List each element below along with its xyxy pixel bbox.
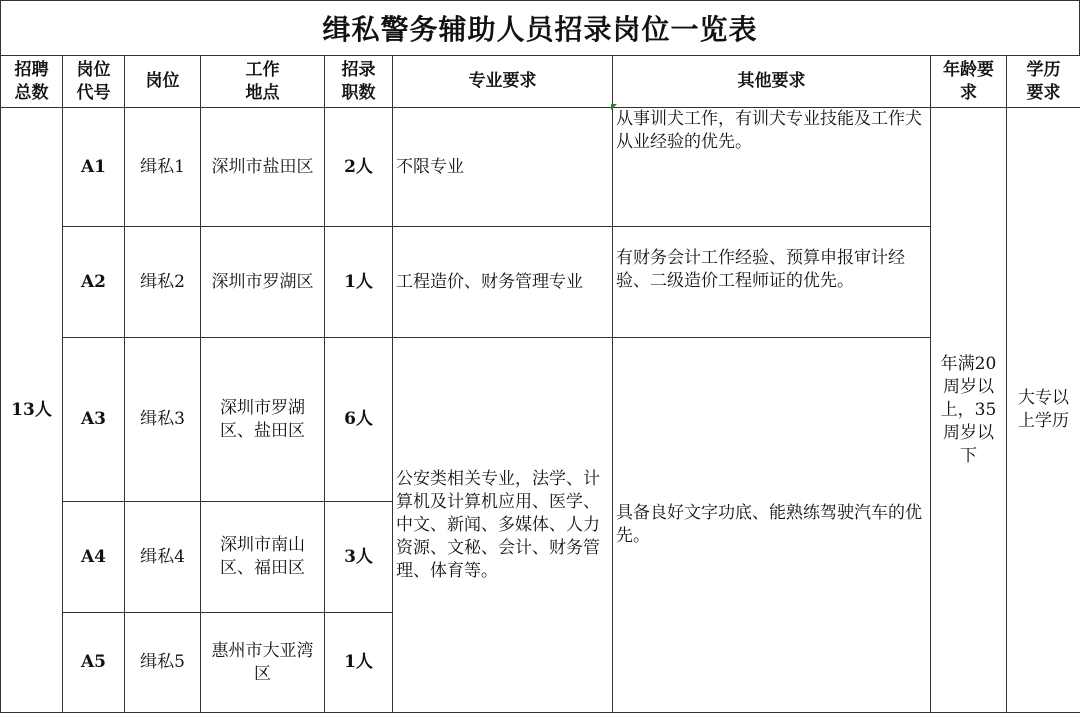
page-title: 缉私警务辅助人员招录岗位一览表 (0, 0, 1080, 55)
post-cell: 缉私3 (125, 338, 201, 502)
quota-cell: 6人 (325, 338, 393, 502)
shared-other-cell: 具备良好文字功底、能熟练驾驶汽车的优先。 (613, 338, 931, 713)
header-row (1, 56, 1080, 108)
code-cell: A4 (63, 502, 125, 613)
quota-cell: 1人 (325, 227, 393, 338)
code-cell: A3 (63, 338, 125, 502)
other-cell: 从事训犬工作，有训犬专业技能及工作犬从业经验的优先。 (613, 108, 931, 227)
header-post: 岗位 (125, 56, 201, 108)
location-cell: 深圳市南山区、福田区 (201, 502, 325, 613)
code-cell: A2 (63, 227, 125, 338)
table-row (1, 227, 1080, 338)
header-quota: 招录 职数 (325, 56, 393, 108)
post-cell: 缉私5 (125, 613, 201, 713)
age-cell: 年满20周岁以上，35周岁以下 (931, 108, 1007, 713)
post-cell: 缉私1 (125, 108, 201, 227)
recruitment-table (0, 55, 1080, 713)
quota-cell: 1人 (325, 613, 393, 713)
table-row (1, 338, 1080, 502)
shared-major-cell: 公安类相关专业，法学、计算机及计算机应用、医学、中文、新闻、多媒体、人力资源、文秘、会计、财务管理、体育等。 (393, 338, 613, 713)
quota-cell: 2人 (325, 108, 393, 227)
header-age: 年龄要 求 (931, 56, 1007, 108)
major-cell: 不限专业 (393, 108, 613, 227)
header-location: 工作 地点 (201, 56, 325, 108)
other-cell: 有财务会计工作经验、预算申报审计经验、二级造价工程师证的优先。 (613, 227, 931, 338)
code-cell: A5 (63, 613, 125, 713)
total-cell: 13人 (1, 108, 63, 713)
location-cell: 惠州市大亚湾区 (201, 613, 325, 713)
post-cell: 缉私4 (125, 502, 201, 613)
quota-cell: 3人 (325, 502, 393, 613)
post-cell: 缉私2 (125, 227, 201, 338)
edu-cell: 大专以上学历 (1007, 108, 1080, 713)
table-row (1, 108, 1080, 227)
header-edu: 学历 要求 (1007, 56, 1080, 108)
header-major: 专业要求 (393, 56, 613, 108)
header-code: 岗位 代号 (63, 56, 125, 108)
major-cell: 工程造价、财务管理专业 (393, 227, 613, 338)
header-total: 招聘 总数 (1, 56, 63, 108)
location-cell: 深圳市盐田区 (201, 108, 325, 227)
location-cell: 深圳市罗湖区 (201, 227, 325, 338)
cell-comment-marker (611, 104, 617, 110)
code-cell: A1 (63, 108, 125, 227)
header-other: 其他要求 (613, 56, 931, 108)
location-cell: 深圳市罗湖区、盐田区 (201, 338, 325, 502)
